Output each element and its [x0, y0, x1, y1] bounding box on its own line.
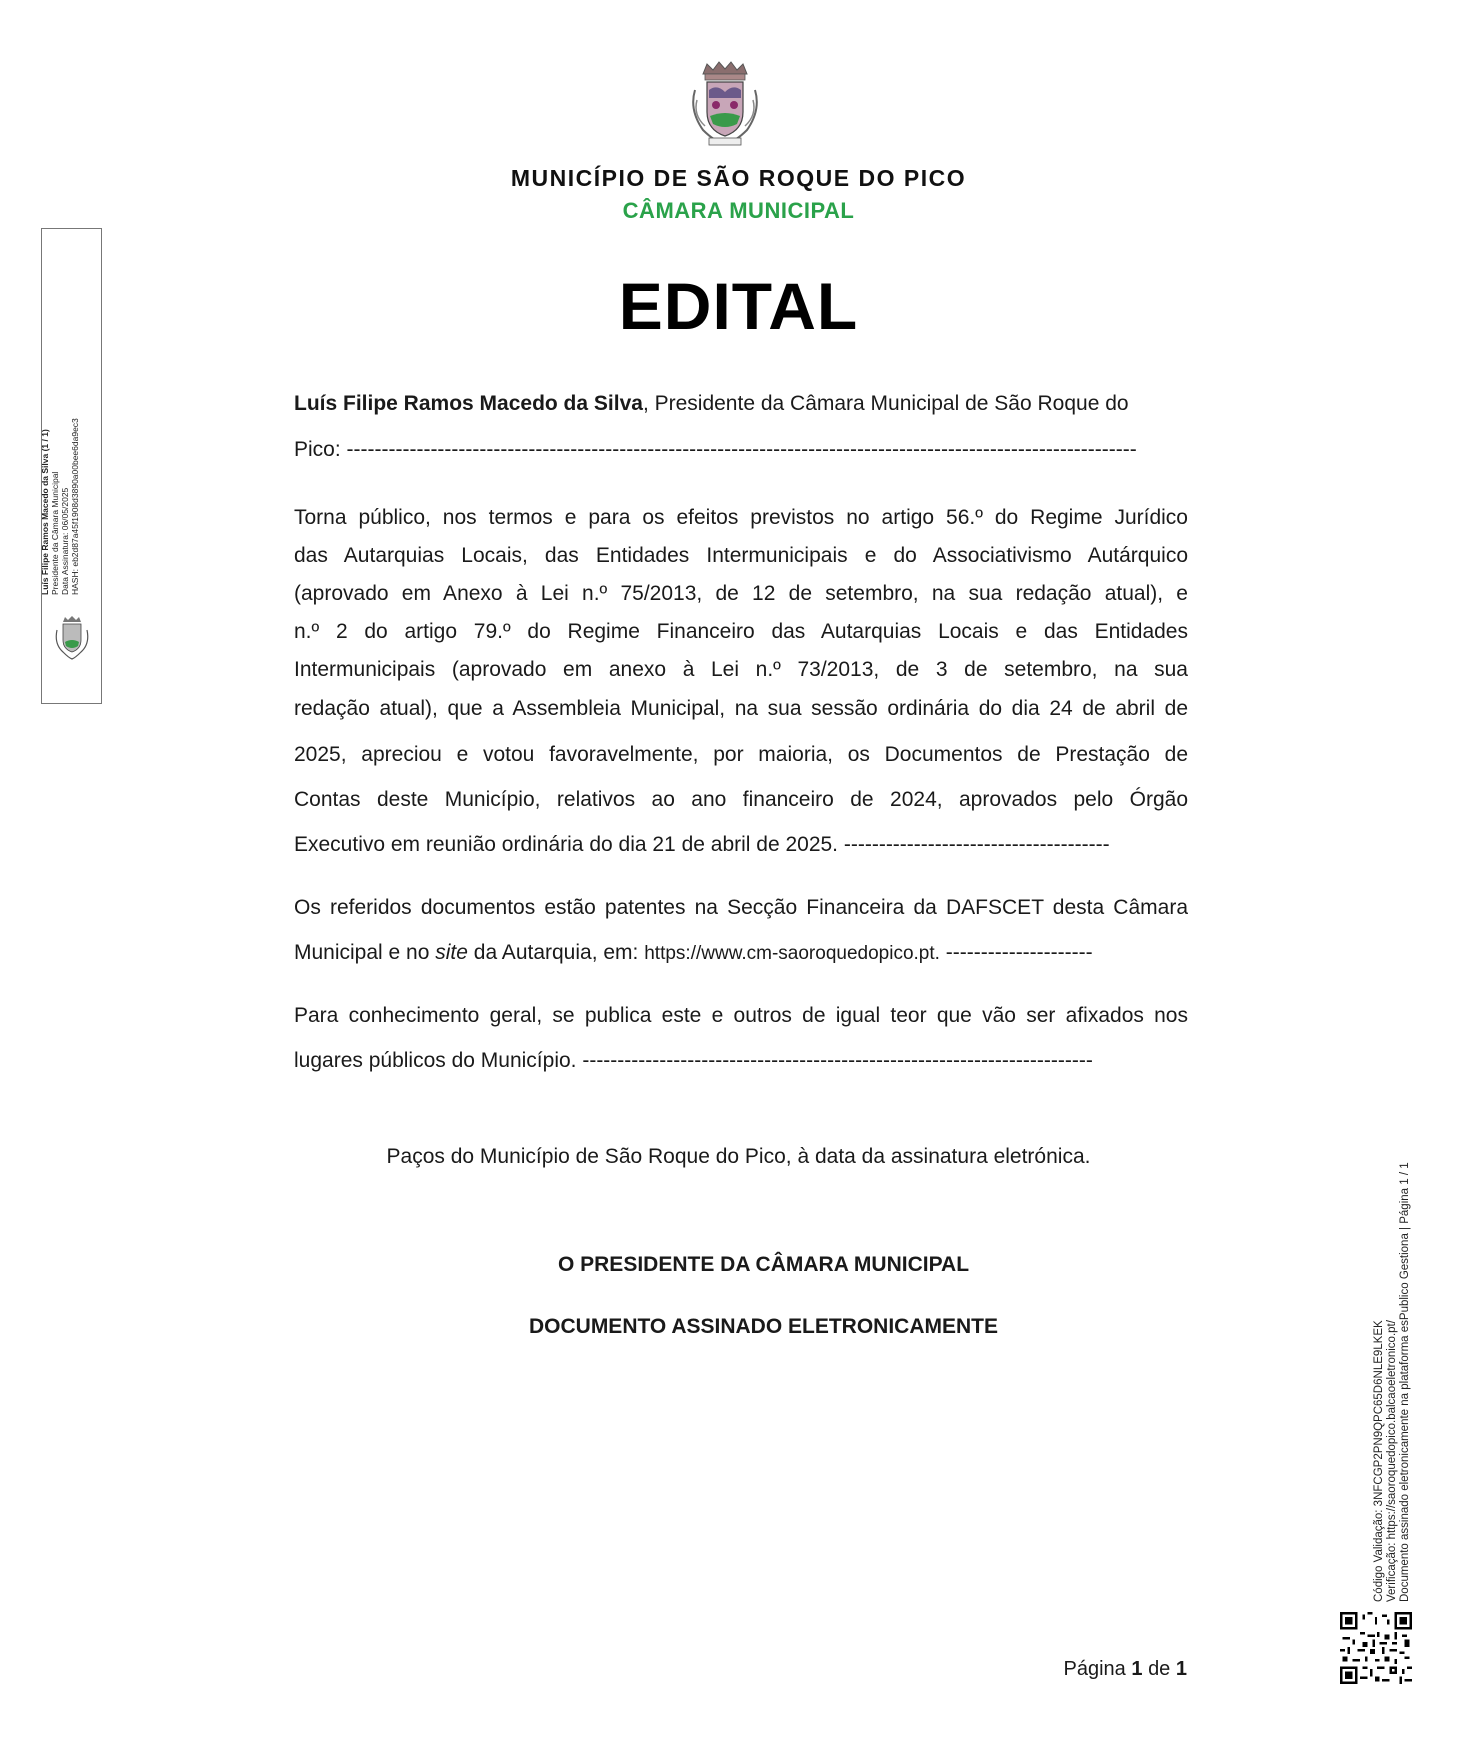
- signed-note: [0, 1315, 1477, 1339]
- main-line: Contas deste Município, relativos ao ano financeiro de 2024, aprovados pelo Órgão: [294, 788, 1188, 811]
- main-line: Intermunicipais (aprovado em anexo à Lei n.º 73/2013, de 3 de setembro, na sua: [294, 658, 1188, 681]
- publication-line: lugares públicos do Município. -------------------------------------------------------------------------: [294, 1049, 1093, 1072]
- validation-url[interactable]: Verificação: https://saoroquedopico.balcaoeletronico.pt/: [1386, 1320, 1398, 1602]
- intro-line-1-text: , Presidente da Câmara Municipal de São Roque do: [642, 392, 1129, 415]
- main-line: das Autarquias Locais, das Entidades Intermunicipais e do Associativismo Autárquico: [294, 544, 1188, 567]
- main-line: 2025, apreciou e votou favoravelmente, por maioria, os Documentos de Prestação de: [294, 743, 1188, 766]
- stamp-line-3: Data Assinatura: 06/05/2025: [60, 487, 70, 595]
- documents-line-2-dash: ---------------------: [939, 941, 1093, 964]
- stamp-line-1: Luís Filipe Ramos Macedo da Silva (1 / 1): [40, 429, 50, 595]
- signed-note-text: DOCUMENTO ASSINADO ELETRONICAMENTE: [528, 1315, 998, 1338]
- signer-title: [0, 1253, 1477, 1277]
- municipality-name: MUNICÍPIO DE SÃO ROQUE DO PICO: [510, 165, 967, 191]
- main-line: Torna público, nos termos e para os efeitos previstos no artigo 56.º do Regime Jurídico: [294, 506, 1188, 529]
- signature-stamp-text: [40, 355, 80, 595]
- stamp-line-2: Presidente da Câmara Municipal: [50, 471, 60, 595]
- qr-code-icon: [1340, 1612, 1412, 1684]
- validation-note: Documento assinado eletronicamente na plataforma esPublico Gestiona | Página 1 / 1: [1399, 1162, 1411, 1602]
- municipal-coat-of-arms-icon: [675, 60, 775, 148]
- main-line: n.º 2 do artigo 79.º do Regime Financeiro das Autarquias Locais e das Entidades: [294, 620, 1188, 643]
- page-label: Página: [1063, 1658, 1126, 1680]
- main-line: redação atual), que a Assembleia Municipal, na sua sessão ordinária do dia 24 de abril de: [294, 697, 1188, 720]
- intro-line-1: [294, 388, 1188, 420]
- page-of: de: [1148, 1658, 1171, 1680]
- president-name: Luís Filipe Ramos Macedo da Silva: [294, 392, 643, 415]
- page-total: 1: [1175, 1658, 1187, 1680]
- documents-line-2: [294, 937, 1188, 969]
- signer-title-text: O PRESIDENTE DA CÂMARA MUNICIPAL: [557, 1253, 970, 1276]
- site-word: site: [435, 941, 468, 964]
- place-and-date: Paços do Município de São Roque do Pico, à data da assinatura eletrónica.: [386, 1145, 1091, 1168]
- stamp-line-4: HASH: eb2d87a45f1908d3890a00bee6da9ec3: [70, 418, 80, 595]
- validation-text: [1373, 1162, 1412, 1602]
- document-title: EDITAL: [618, 269, 859, 343]
- publication-line: Para conhecimento geral, se publica este e outros de igual teor que vão ser afixados nos: [294, 1004, 1188, 1027]
- main-line: Executivo em reunião ordinária do dia 21 de abril de 2025. --------------------------------------: [294, 833, 1110, 856]
- main-line: (aprovado em Anexo à Lei n.º 75/2013, de 12 de setembro, na sua redação atual), e: [294, 582, 1188, 605]
- intro-line-2: Pico: -----------------------------------------------------------------------------------------------------------------: [294, 438, 1137, 461]
- validation-code: Código Validação: 3NFCGP2PN9QPC65D6NLE9LKEK: [1373, 1320, 1385, 1602]
- page-number: [1064, 1658, 1187, 1681]
- documents-line-2-a: Municipal e no: [294, 941, 436, 964]
- documents-line-1: Os referidos documentos estão patentes na Secção Financeira da DAFSCET desta Câmara: [294, 896, 1188, 919]
- website-link[interactable]: https://www.cm-saoroquedopico.pt.: [644, 943, 940, 964]
- stamp-coat-of-arms-icon: [51, 616, 93, 662]
- chamber-name: CÂMARA MUNICIPAL: [622, 198, 855, 223]
- page-current: 1: [1131, 1658, 1143, 1680]
- documents-line-2-b: da Autarquia, em:: [467, 941, 645, 964]
